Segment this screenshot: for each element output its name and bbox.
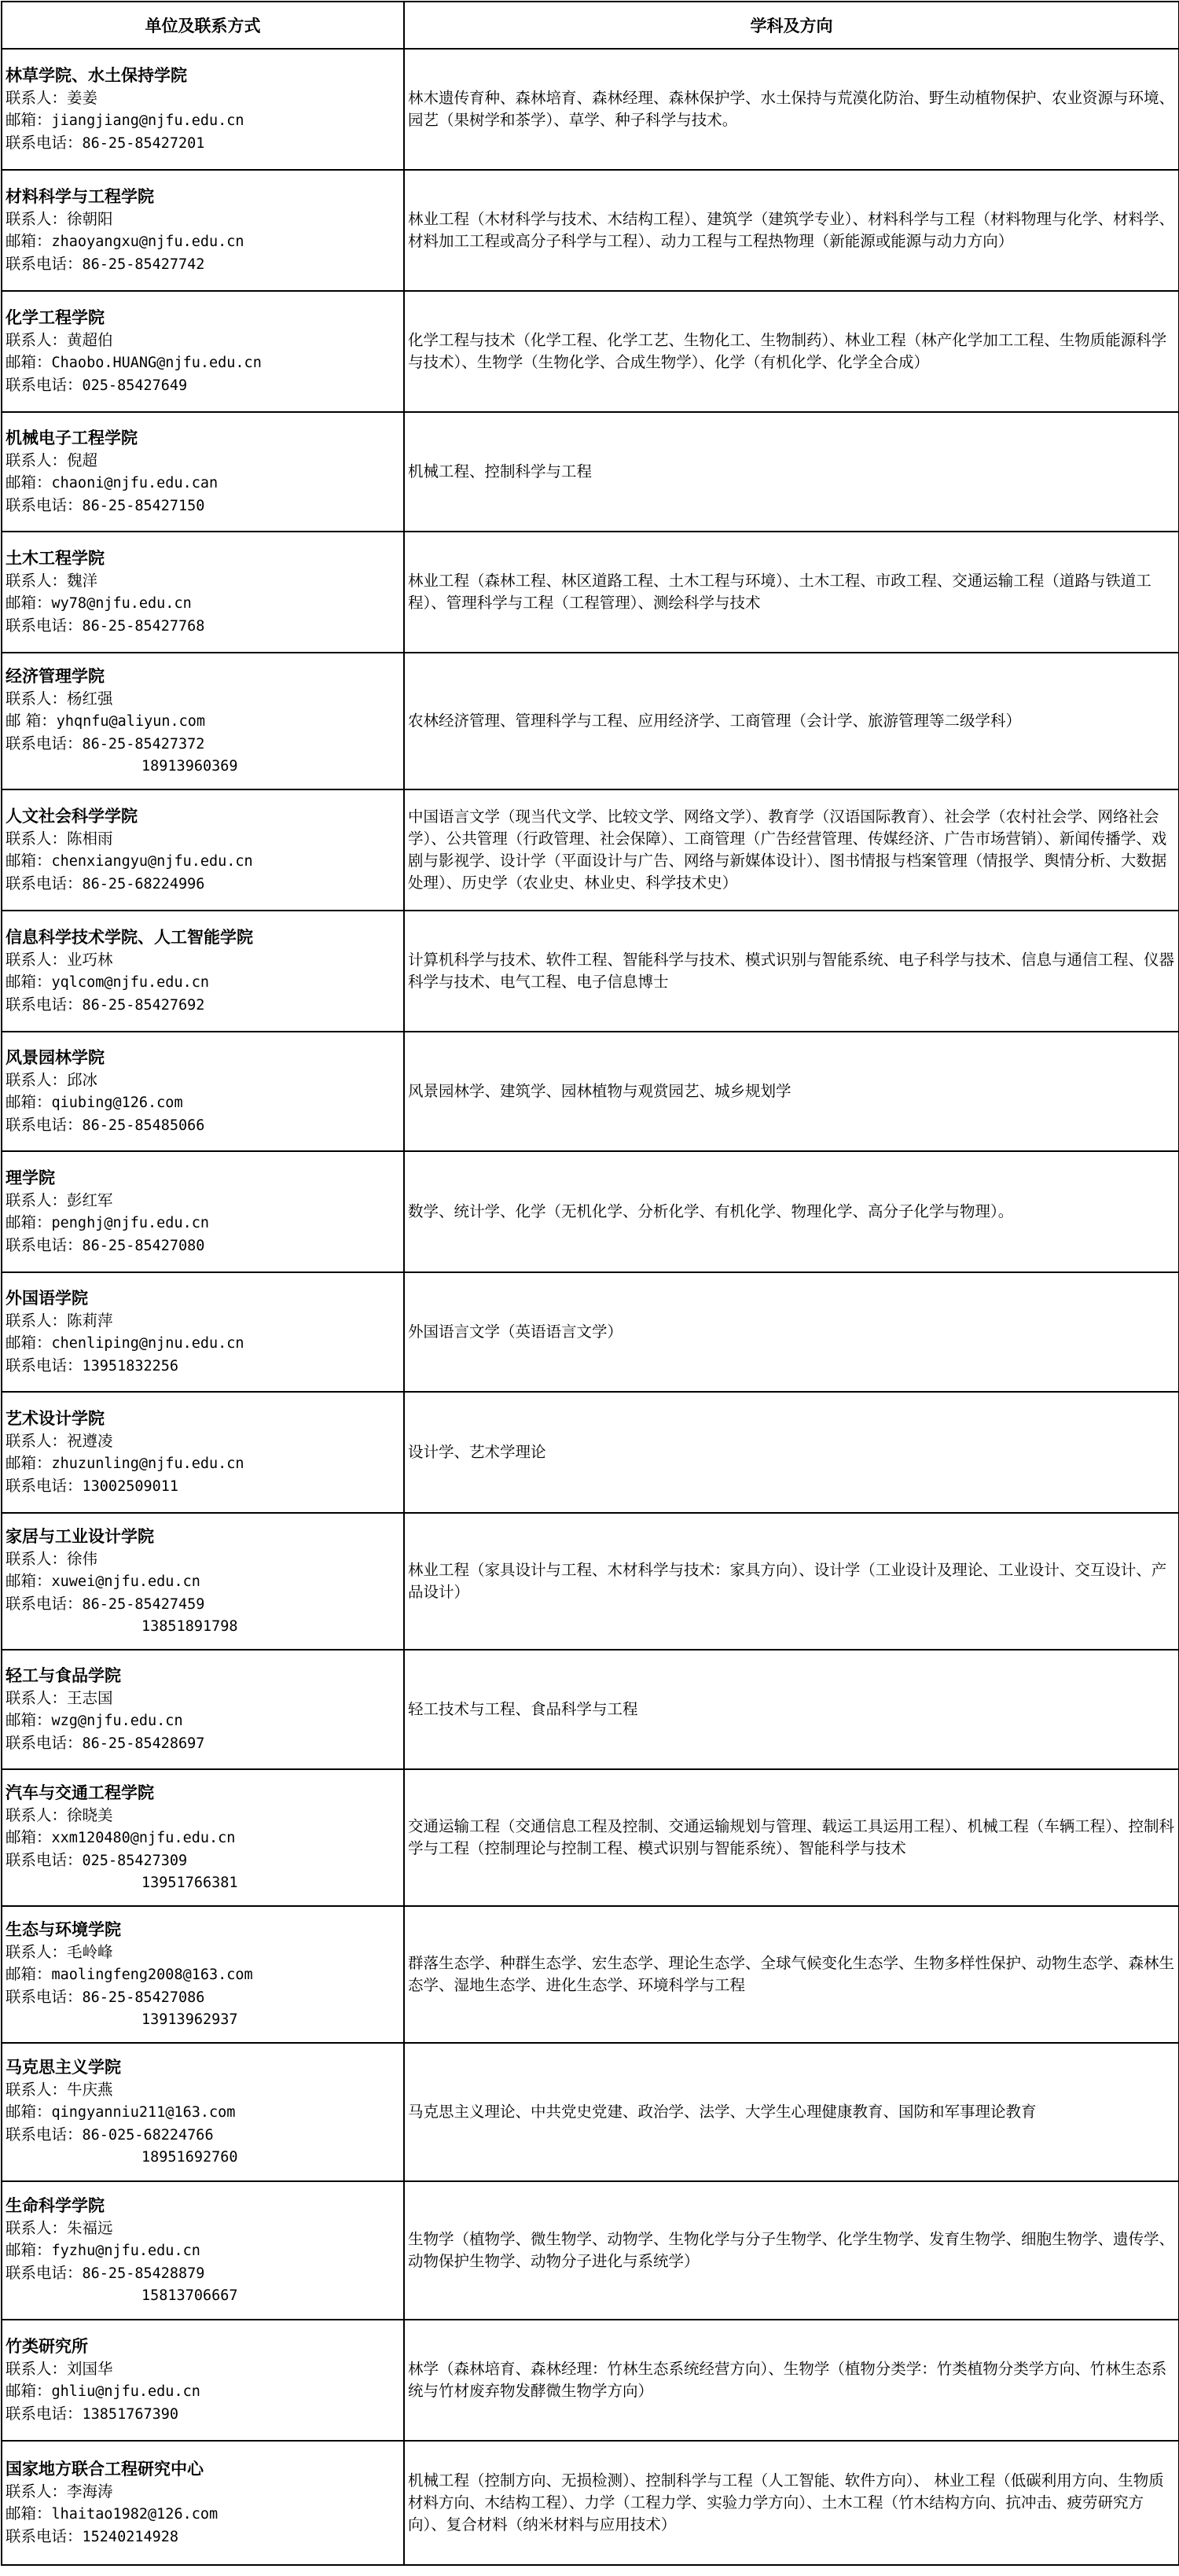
phone-number: 86-25-85427742 [82, 256, 205, 273]
contact-person: 联系人：魏洋 [6, 571, 98, 590]
unit-contact-cell [2, 532, 404, 653]
disciplines-text: 生物学（植物学、微生物学、动物学、生物化学与分子生物学、化学生物学、发育生物学、细胞生物学、遗传学、动物保护生物学、动物分子进化与系统学） [408, 2230, 1175, 2270]
phone-line [6, 132, 400, 155]
phone-label: 联系电话： [6, 2404, 83, 2423]
table-row [2, 2181, 1179, 2320]
phone-label: 联系电话： [6, 2526, 83, 2545]
unit-contact-cell [2, 911, 404, 1032]
disciplines-cell [404, 1906, 1179, 2043]
phone-number: 86-25-85427150 [82, 497, 205, 514]
phone-number: 86-25-85427201 [82, 134, 205, 152]
email-label: 邮箱： [6, 593, 52, 612]
phone-label: 联系电话： [6, 616, 83, 635]
contact-person: 联系人：彭红军 [6, 1190, 113, 1209]
unit-contact-cell [2, 2043, 404, 2181]
unit-name: 化学工程学院 [6, 307, 105, 327]
unit-name: 土木工程学院 [6, 548, 105, 568]
disciplines-cell [404, 1272, 1179, 1392]
phone-line [6, 374, 400, 397]
email-address[interactable]: ghliu@njfu.edu.cn [51, 2383, 200, 2400]
email-address[interactable]: yhqnfu@aliyun.com [56, 712, 206, 730]
table-row [2, 1151, 1179, 1272]
email-address[interactable]: wy78@njfu.edu.cn [51, 594, 192, 612]
unit-contact-cell [2, 170, 404, 291]
table-row [2, 49, 1179, 170]
disciplines-cell [404, 1769, 1179, 1906]
phone-label: 联系电话： [6, 133, 83, 152]
secondary-phone-number: 18913960369 [141, 757, 238, 775]
disciplines-text: 农林经济管理、管理科学与工程、应用经济学、工商管理（会计学、旅游管理等二级学科） [408, 712, 1022, 730]
phone-number: 025-85427309 [82, 1852, 188, 1869]
unit-name: 家居与工业设计学院 [6, 1526, 154, 1546]
unit-contact-cell [2, 291, 404, 412]
unit-name: 竹类研究所 [6, 2336, 88, 2356]
disciplines-text: 化学工程与技术（化学工程、化学工艺、生物化工、生物制药）、林业工程（林产化学加工工程、生物质能源科学与技术）、生物学（生物化学、合成生物学）、化学（有机化学、化学全合成） [408, 331, 1167, 371]
email-line [6, 1827, 400, 1849]
email-label: 邮箱： [6, 2381, 52, 2400]
email-line [6, 1963, 400, 1986]
email-label: 邮箱： [6, 1827, 52, 1846]
disciplines-cell [404, 2320, 1179, 2441]
unit-name: 材料科学与工程学院 [6, 186, 154, 206]
disciplines-text: 外国语言文学（英语语言文学） [408, 1323, 623, 1341]
table-row [2, 1032, 1179, 1151]
unit-name: 汽车与交通工程学院 [6, 1783, 154, 1802]
phone-number: 13002509011 [82, 1478, 179, 1495]
email-line [6, 1709, 400, 1732]
disciplines-text: 交通运输工程（交通信息工程及控制、交通运输规划与管理、载运工具运用工程）、机械工程（车辆工程）、控制科学与工程（控制理论与控制工程、模式识别与智能系统）、智能科学与技术 [408, 1817, 1175, 1857]
phone-line [6, 1114, 400, 1137]
disciplines-cell [404, 2043, 1179, 2181]
phone-line [6, 2124, 400, 2147]
unit-name: 艺术设计学院 [6, 1408, 105, 1428]
email-label: 邮箱： [6, 1571, 52, 1590]
table-row [2, 291, 1179, 412]
phone-number: 86-25-85427692 [82, 996, 205, 1014]
email-address[interactable]: lhaitao1982@126.com [51, 2505, 219, 2523]
email-address[interactable]: fyzhu@njfu.edu.cn [51, 2242, 200, 2259]
email-label: 邮箱： [6, 1213, 52, 1231]
header-unit-contact: 单位及联系方式 [2, 2, 404, 49]
email-line [6, 1570, 400, 1593]
phone-label: 联系电话： [6, 1115, 83, 1134]
contact-person: 联系人：徐晓美 [6, 1805, 113, 1824]
unit-name: 理学院 [6, 1168, 55, 1187]
disciplines-cell [404, 49, 1179, 170]
contact-person: 联系人：业巧林 [6, 950, 113, 969]
email-label: 邮箱： [6, 1964, 52, 1983]
disciplines-cell [404, 2181, 1179, 2320]
phone-line [6, 495, 400, 517]
contact-person: 联系人：朱福远 [6, 2218, 113, 2237]
table-row [2, 2320, 1179, 2441]
contact-person: 联系人：徐伟 [6, 1549, 98, 1568]
email-label: 邮箱： [6, 972, 52, 991]
phone-line [6, 1732, 400, 1755]
header-row [2, 2, 1179, 49]
email-line [6, 2503, 400, 2526]
contact-person: 联系人：陈相雨 [6, 829, 113, 848]
phone-line [6, 873, 400, 896]
phone-label: 联系电话： [6, 995, 83, 1014]
email-address[interactable]: xuwei@njfu.edu.cn [51, 1573, 200, 1590]
email-address[interactable]: chenliping@njnu.edu.cn [51, 1334, 244, 1352]
table-row [2, 1906, 1179, 2043]
unit-name: 人文社会科学学院 [6, 806, 138, 826]
phone-number: 86-25-85427459 [82, 1595, 205, 1613]
phone-number: 86-25-68224996 [82, 875, 205, 892]
email-address[interactable]: jiangjiang@njfu.edu.cn [51, 112, 244, 129]
email-label: 邮箱： [6, 352, 52, 371]
disciplines-text: 设计学、艺术学理论 [408, 1443, 546, 1461]
email-address[interactable]: qiubing@126.com [51, 1094, 183, 1111]
disciplines-text: 林业工程（森林工程、林区道路工程、土木工程与环境）、土木工程、市政工程、交通运输工程（道路与铁道工程）、管理科学与工程（工程管理）、测绘科学与技术 [408, 572, 1151, 612]
email-address[interactable]: penghj@njfu.edu.cn [51, 1214, 209, 1231]
email-line [6, 230, 400, 253]
email-address[interactable]: chaoni@njfu.edu.can [51, 474, 219, 491]
secondary-phone-number: 13951766381 [141, 1874, 238, 1891]
phone-line [6, 253, 400, 276]
disciplines-cell [404, 412, 1179, 532]
unit-name: 生态与环境学院 [6, 1919, 121, 1939]
table-row [2, 911, 1179, 1032]
unit-contact-cell [2, 653, 404, 789]
secondary-phone-number: 18951692760 [141, 2148, 238, 2166]
unit-name: 外国语学院 [6, 1288, 88, 1308]
phone-line [6, 1849, 400, 1872]
disciplines-cell [404, 2441, 1179, 2565]
email-label: 邮箱： [6, 1710, 52, 1729]
phone-label: 联系电话： [6, 734, 83, 753]
phone-label: 联系电话： [6, 254, 83, 273]
email-address[interactable]: zhuzunling@njfu.edu.cn [51, 1455, 244, 1472]
phone-label: 联系电话： [6, 1733, 83, 1752]
phone-number: 15240214928 [82, 2528, 179, 2545]
disciplines-text: 计算机科学与技术、软件工程、智能科学与技术、模式识别与智能系统、电子科学与技术、信息与通信工程、仪器科学与技术、电气工程、电子信息博士 [408, 951, 1175, 991]
disciplines-text: 林业工程（木材科学与技术、木结构工程）、建筑学（建筑学专业）、材料科学与工程（材料物理与化学、材料学、材料加工工程或高分子科学与工程）、动力工程与工程热物理（新能源或能源与动力方向） [408, 210, 1175, 250]
table-row [2, 1650, 1179, 1769]
unit-name: 国家地方联合工程研究中心 [6, 2459, 204, 2478]
unit-name: 经济管理学院 [6, 666, 105, 686]
phone-line [6, 1235, 400, 1257]
disciplines-text: 机械工程（控制方向、无损检测）、控制科学与工程（人工智能、软件方向）、 林业工程（低碳利用方向、生物质材料方向、木结构工程）、力学（工程力学、实验力学方向）、土木工程（竹木结构方向、抗冲击、疲劳研究方向）、复合材料（纳米材料与应用技术） [408, 2471, 1164, 2534]
unit-contact-cell [2, 1151, 404, 1272]
disciplines-text: 轻工技术与工程、食品科学与工程 [408, 1700, 638, 1718]
phone-line [6, 1986, 400, 2009]
table-row [2, 653, 1179, 789]
disciplines-text: 机械工程、控制科学与工程 [408, 462, 593, 480]
phone-number: 13851767390 [82, 2405, 179, 2423]
phone-label: 联系电话： [6, 2263, 83, 2282]
email-line [6, 850, 400, 873]
email-label: 邮箱： [6, 2240, 52, 2259]
unit-name: 马克思主义学院 [6, 2057, 121, 2077]
phone-label: 联系电话： [6, 1594, 83, 1613]
disciplines-text: 数学、统计学、化学（无机化学、分析化学、有机化学、物理化学、高分子化学与物理）。 [408, 1202, 1014, 1220]
email-line [6, 592, 400, 615]
email-line [6, 351, 400, 374]
email-address[interactable]: chenxiangyu@njfu.edu.cn [51, 852, 253, 870]
phone-line [6, 2262, 400, 2285]
phone-label: 联系电话： [6, 874, 83, 892]
email-label: 邮箱： [6, 231, 52, 250]
phone-number: 86-25-85485066 [82, 1117, 205, 1134]
table-row [2, 412, 1179, 532]
email-label: 邮箱： [6, 1092, 52, 1111]
disciplines-text: 风景园林学、建筑学、园林植物与观赏园艺、城乡规划学 [408, 1082, 792, 1100]
table-body [2, 49, 1179, 2565]
phone-number: 025-85427649 [82, 377, 188, 394]
phone-label: 联系电话： [6, 1235, 83, 1254]
unit-contact-cell [2, 1769, 404, 1906]
email-label: 邮箱： [6, 851, 52, 870]
phone-line [6, 2403, 400, 2426]
email-address[interactable]: Chaobo.HUANG@njfu.edu.cn [51, 354, 262, 371]
email-label: 邮箱： [6, 473, 52, 491]
phone-line [6, 1593, 400, 1616]
disciplines-text: 中国语言文学（现当代文学、比较文学、网络文学）、教育学（汉语国际教育）、社会学（农村社会学、网络社会学）、公共管理（行政管理、社会保障）、工商管理（广告经营管理、传媒经济、广告市场营销）、新闻传播学、戏剧与影视学、设计学（平面设计与广告、网络与新媒体设计）、图书情报与档案管理（情报学、舆情分析、大数据处理）、历史学（农业史、林业史、科学技术史） [408, 808, 1167, 892]
disciplines-text: 群落生态学、种群生态学、宏生态学、理论生态学、全球气候变化生态学、生物多样性保护、动物生态学、森林生态学、湿地生态学、进化生态学、环境科学与工程 [408, 1954, 1175, 1994]
email-line [6, 109, 400, 132]
email-line [6, 1452, 400, 1475]
contact-person: 联系人：牛庆燕 [6, 2080, 113, 2099]
email-line [6, 2380, 400, 2403]
table-row [2, 1769, 1179, 1906]
disciplines-cell [404, 911, 1179, 1032]
unit-contact-cell [2, 1032, 404, 1151]
unit-name: 轻工与食品学院 [6, 1665, 121, 1685]
phone-number: 86-25-85427080 [82, 1237, 205, 1254]
unit-contact-cell [2, 49, 404, 170]
unit-contact-cell [2, 1272, 404, 1392]
disciplines-cell [404, 1650, 1179, 1769]
unit-contact-cell [2, 1392, 404, 1513]
disciplines-text: 林业工程（家具设计与工程、木材科学与技术：家具方向）、设计学（工业设计及理论、工业设计、交互设计、产品设计） [408, 1561, 1167, 1601]
disciplines-text: 林学（森林培育、森林经理：竹林生态系统经营方向）、生物学（植物分类学：竹类植物分类学方向、竹林生态系统与竹材废弃物发酵微生物学方向） [408, 2360, 1167, 2400]
contact-person: 联系人：姜姜 [6, 88, 98, 107]
disciplines-cell [404, 291, 1179, 412]
phone-number: 86-25-85427086 [82, 1989, 205, 2006]
unit-contact-cell [2, 2181, 404, 2320]
phone-line [6, 1355, 400, 1378]
disciplines-cell [404, 789, 1179, 911]
unit-name: 风景园林学院 [6, 1047, 105, 1067]
email-line [6, 1212, 400, 1235]
unit-name: 生命科学学院 [6, 2195, 105, 2215]
disciplines-cell [404, 1032, 1179, 1151]
email-label: 邮箱： [6, 110, 52, 129]
phone-label: 联系电话： [6, 495, 83, 514]
disciplines-cell [404, 653, 1179, 789]
phone-number: 86-25-85427372 [82, 735, 205, 753]
contact-person: 联系人：倪超 [6, 451, 98, 469]
email-line [6, 1332, 400, 1355]
phone-label: 联系电话： [6, 1356, 83, 1374]
phone-label: 联系电话： [6, 1987, 83, 2006]
email-label: 邮 箱： [6, 711, 57, 730]
table-row [2, 170, 1179, 291]
phone-label: 联系电话： [6, 1850, 83, 1869]
contact-person: 联系人：毛岭峰 [6, 1942, 113, 1961]
unit-contact-cell [2, 1650, 404, 1769]
unit-contact-cell [2, 2320, 404, 2441]
phone-number: 86-25-85427768 [82, 617, 205, 635]
disciplines-cell [404, 532, 1179, 653]
contact-person: 联系人：黄超伯 [6, 330, 113, 349]
table-row [2, 1392, 1179, 1513]
table-row [2, 1272, 1179, 1392]
email-address[interactable]: yqlcom@njfu.edu.cn [51, 973, 209, 991]
email-label: 邮箱： [6, 2102, 52, 2121]
contact-person: 联系人：祝遵凌 [6, 1431, 113, 1450]
email-line [6, 971, 400, 994]
table-row [2, 2441, 1179, 2565]
table-row [2, 789, 1179, 911]
contact-person: 联系人：刘国华 [6, 2359, 113, 2378]
email-address[interactable]: wzg@njfu.edu.cn [51, 1712, 183, 1729]
contact-person: 联系人：李海涛 [6, 2482, 113, 2501]
phone-line [6, 733, 400, 756]
contact-person: 联系人：邱冰 [6, 1070, 98, 1089]
email-line [6, 2101, 400, 2124]
email-label: 邮箱： [6, 1333, 52, 1352]
disciplines-cell [404, 1151, 1179, 1272]
disciplines-cell [404, 1513, 1179, 1650]
email-label: 邮箱： [6, 1453, 52, 1472]
table-row [2, 2043, 1179, 2181]
disciplines-text: 林木遗传育种、森林培育、森林经理、森林保护学、水土保持与荒漠化防治、野生动植物保护、农业资源与环境、园艺（果树学和茶学）、草学、种子科学与技术。 [408, 89, 1175, 129]
phone-line [6, 615, 400, 638]
email-line [6, 2239, 400, 2262]
table-row [2, 532, 1179, 653]
unit-name: 信息科学技术学院、人工智能学院 [6, 927, 253, 947]
phone-line [6, 994, 400, 1017]
phone-label: 联系电话： [6, 375, 83, 394]
unit-contact-cell [2, 789, 404, 911]
phone-number: 86-25-85428697 [82, 1735, 205, 1752]
email-line [6, 1091, 400, 1114]
phone-number: 86-025-68224766 [82, 2126, 214, 2144]
secondary-phone-number: 13913962937 [141, 2011, 238, 2028]
unit-contact-cell [2, 2441, 404, 2565]
email-address[interactable]: xxm120480@njfu.edu.cn [51, 1829, 236, 1846]
contact-person: 联系人：陈莉萍 [6, 1311, 113, 1330]
email-label: 邮箱： [6, 2504, 52, 2523]
disciplines-cell [404, 1392, 1179, 1513]
phone-number: 86-25-85428879 [82, 2265, 205, 2282]
unit-contact-cell [2, 412, 404, 532]
phone-line [6, 1475, 400, 1498]
contact-table [1, 1, 1179, 2566]
disciplines-cell [404, 170, 1179, 291]
unit-name: 林草学院、水土保持学院 [6, 65, 187, 85]
phone-number: 13951832256 [82, 1357, 179, 1374]
email-address[interactable]: zhaoyangxu@njfu.edu.cn [51, 233, 244, 250]
phone-label: 联系电话： [6, 1476, 83, 1495]
phone-line [6, 2526, 400, 2548]
unit-contact-cell [2, 1513, 404, 1650]
table-row [2, 1513, 1179, 1650]
phone-label: 联系电话： [6, 2125, 83, 2144]
contact-person: 联系人：王志国 [6, 1688, 113, 1707]
header-disciplines: 学科及方向 [404, 2, 1179, 49]
secondary-phone-number: 15813706667 [141, 2287, 238, 2304]
unit-contact-cell [2, 1906, 404, 2043]
email-address[interactable]: maolingfeng2008@163.com [51, 1966, 253, 1983]
contact-person: 联系人：徐朝阳 [6, 209, 113, 228]
disciplines-text: 马克思主义理论、中共党史党建、政治学、法学、大学生心理健康教育、国防和军事理论教育 [408, 2103, 1037, 2121]
email-address[interactable]: qingyanniu211@163.com [51, 2103, 236, 2121]
email-line [6, 710, 400, 733]
contact-person: 联系人：杨红强 [6, 689, 113, 708]
unit-name: 机械电子工程学院 [6, 428, 138, 447]
email-line [6, 472, 400, 495]
secondary-phone-number: 13851891798 [141, 1617, 238, 1635]
